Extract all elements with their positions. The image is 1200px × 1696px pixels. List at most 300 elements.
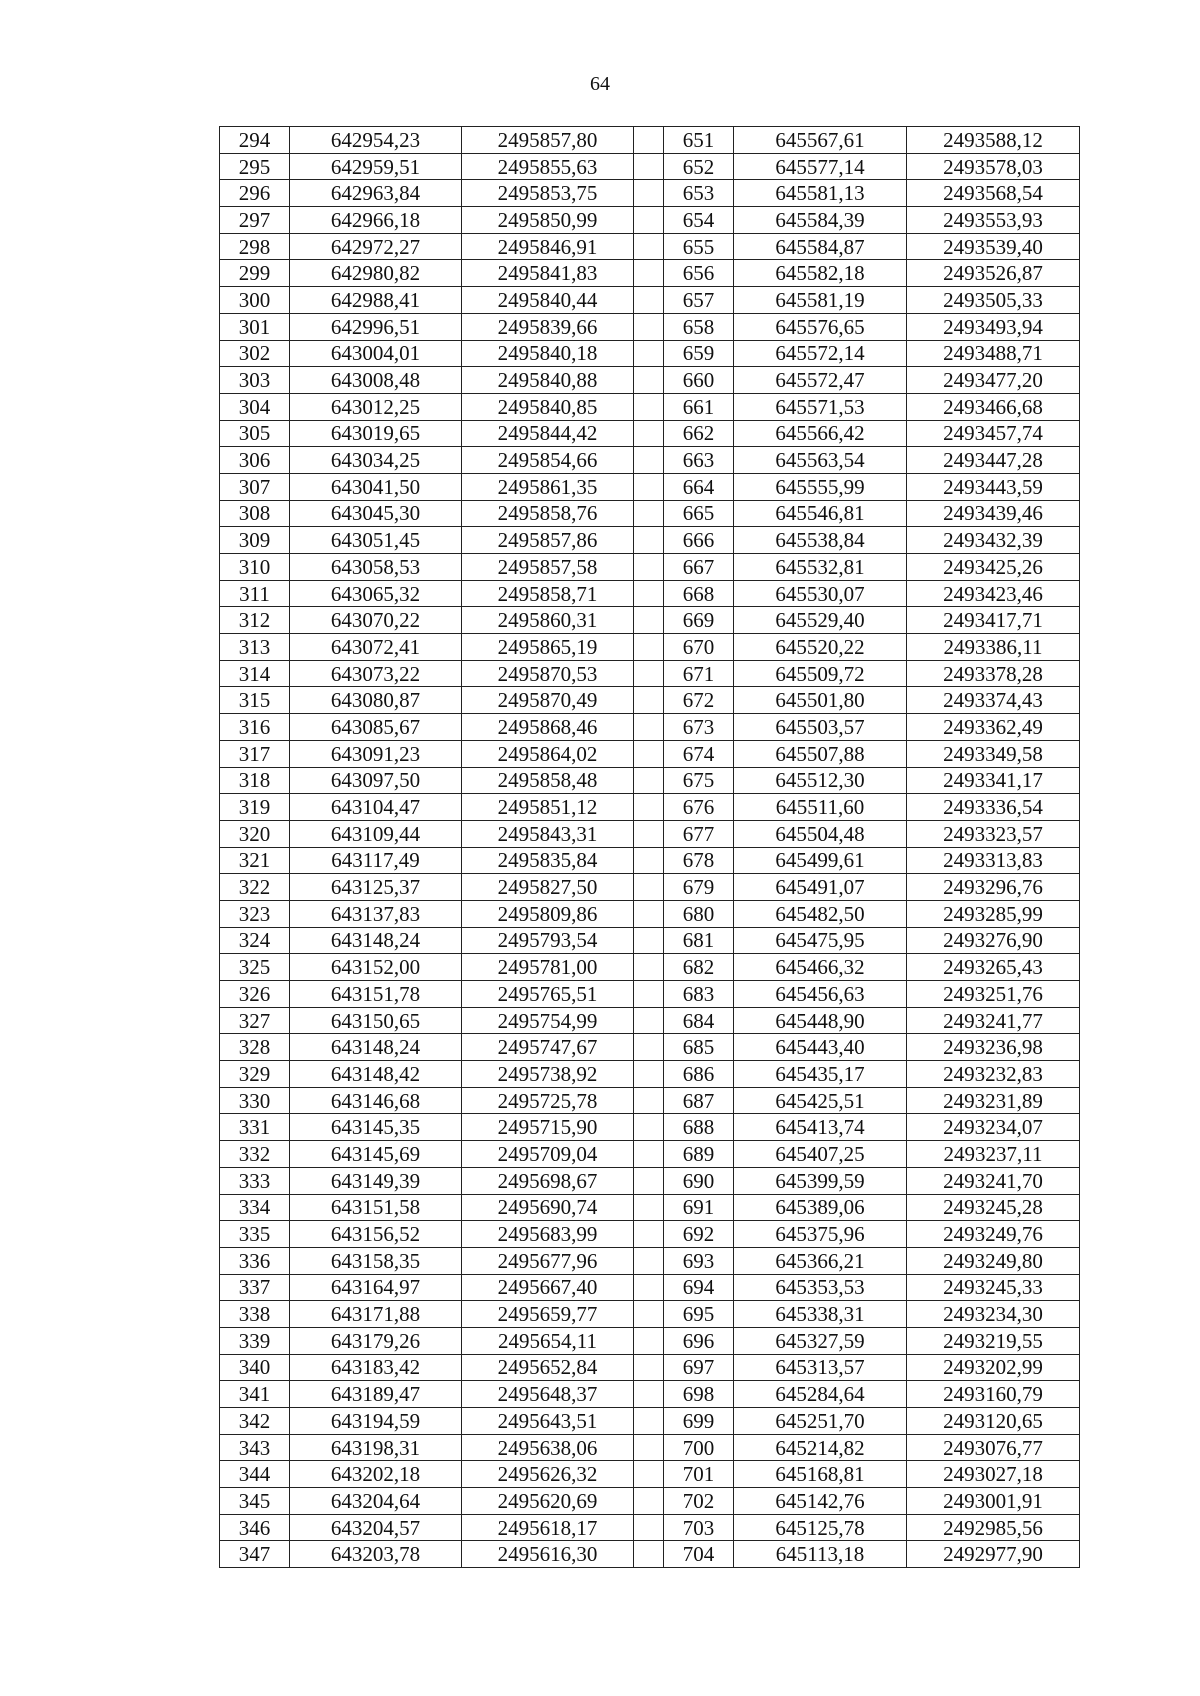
point-number-left: 345 <box>220 1488 290 1515</box>
y-coordinate-left: 2495620,69 <box>462 1488 634 1515</box>
point-number-right: 691 <box>664 1194 734 1221</box>
x-coordinate-right: 645581,13 <box>734 180 907 207</box>
x-coordinate-right: 645475,95 <box>734 927 907 954</box>
x-coordinate-left: 643148,24 <box>290 927 462 954</box>
x-coordinate-right: 645466,32 <box>734 954 907 981</box>
table-row <box>220 313 1080 340</box>
x-coordinate-right: 645538,84 <box>734 527 907 554</box>
y-coordinate-right: 2493526,87 <box>907 260 1080 287</box>
point-number-right: 679 <box>664 874 734 901</box>
y-coordinate-right: 2493336,54 <box>907 794 1080 821</box>
x-coordinate-left: 643137,83 <box>290 900 462 927</box>
x-coordinate-right: 645530,07 <box>734 580 907 607</box>
x-coordinate-right: 645338,31 <box>734 1301 907 1328</box>
y-coordinate-left: 2495857,58 <box>462 554 634 581</box>
y-coordinate-left: 2495781,00 <box>462 954 634 981</box>
x-coordinate-right: 645511,60 <box>734 794 907 821</box>
x-coordinate-left: 643117,49 <box>290 847 462 874</box>
x-coordinate-left: 643073,22 <box>290 660 462 687</box>
y-coordinate-right: 2493568,54 <box>907 180 1080 207</box>
separator-cell <box>634 1087 664 1114</box>
point-number-right: 657 <box>664 287 734 314</box>
y-coordinate-right: 2493443,59 <box>907 473 1080 500</box>
point-number-right: 672 <box>664 687 734 714</box>
x-coordinate-right: 645566,42 <box>734 420 907 447</box>
x-coordinate-right: 645499,61 <box>734 847 907 874</box>
separator-cell <box>634 1194 664 1221</box>
point-number-right: 667 <box>664 554 734 581</box>
table-row <box>220 1194 1080 1221</box>
point-number-left: 295 <box>220 153 290 180</box>
point-number-left: 321 <box>220 847 290 874</box>
x-coordinate-left: 643152,00 <box>290 954 462 981</box>
table-row <box>220 927 1080 954</box>
y-coordinate-right: 2493362,49 <box>907 714 1080 741</box>
y-coordinate-left: 2495858,48 <box>462 767 634 794</box>
x-coordinate-left: 643065,32 <box>290 580 462 607</box>
point-number-right: 677 <box>664 820 734 847</box>
table-row <box>220 207 1080 234</box>
point-number-right: 699 <box>664 1408 734 1435</box>
table-row <box>220 1221 1080 1248</box>
y-coordinate-left: 2495809,86 <box>462 900 634 927</box>
point-number-left: 335 <box>220 1221 290 1248</box>
x-coordinate-left: 643019,65 <box>290 420 462 447</box>
x-coordinate-left: 643158,35 <box>290 1247 462 1274</box>
y-coordinate-right: 2493539,40 <box>907 233 1080 260</box>
point-number-right: 696 <box>664 1327 734 1354</box>
y-coordinate-left: 2495690,74 <box>462 1194 634 1221</box>
x-coordinate-right: 645584,39 <box>734 207 907 234</box>
y-coordinate-right: 2493505,33 <box>907 287 1080 314</box>
y-coordinate-left: 2495855,63 <box>462 153 634 180</box>
y-coordinate-right: 2493251,76 <box>907 981 1080 1008</box>
separator-cell <box>634 1301 664 1328</box>
separator-cell <box>634 927 664 954</box>
x-coordinate-left: 643148,42 <box>290 1061 462 1088</box>
y-coordinate-left: 2495843,31 <box>462 820 634 847</box>
table-row <box>220 393 1080 420</box>
point-number-right: 695 <box>664 1301 734 1328</box>
y-coordinate-left: 2495854,66 <box>462 447 634 474</box>
table-row <box>220 687 1080 714</box>
table-row <box>220 794 1080 821</box>
y-coordinate-right: 2493245,28 <box>907 1194 1080 1221</box>
table-row <box>220 527 1080 554</box>
separator-cell <box>634 1007 664 1034</box>
x-coordinate-left: 643151,58 <box>290 1194 462 1221</box>
table-row <box>220 981 1080 1008</box>
table-row <box>220 1167 1080 1194</box>
y-coordinate-right: 2493120,65 <box>907 1408 1080 1435</box>
y-coordinate-right: 2493249,76 <box>907 1221 1080 1248</box>
y-coordinate-right: 2493447,28 <box>907 447 1080 474</box>
y-coordinate-right: 2492977,90 <box>907 1541 1080 1568</box>
y-coordinate-right: 2493588,12 <box>907 127 1080 154</box>
point-number-left: 323 <box>220 900 290 927</box>
point-number-right: 661 <box>664 393 734 420</box>
point-number-right: 670 <box>664 634 734 661</box>
y-coordinate-left: 2495839,66 <box>462 313 634 340</box>
point-number-right: 686 <box>664 1061 734 1088</box>
y-coordinate-right: 2493417,71 <box>907 607 1080 634</box>
point-number-left: 319 <box>220 794 290 821</box>
x-coordinate-right: 645563,54 <box>734 447 907 474</box>
separator-cell <box>634 1327 664 1354</box>
y-coordinate-right: 2493425,26 <box>907 554 1080 581</box>
separator-cell <box>634 393 664 420</box>
table-row <box>220 1514 1080 1541</box>
table-row <box>220 1327 1080 1354</box>
table-row <box>220 127 1080 154</box>
point-number-left: 343 <box>220 1434 290 1461</box>
point-number-left: 329 <box>220 1061 290 1088</box>
point-number-left: 337 <box>220 1274 290 1301</box>
separator-cell <box>634 1221 664 1248</box>
x-coordinate-left: 643204,57 <box>290 1514 462 1541</box>
point-number-right: 689 <box>664 1141 734 1168</box>
point-number-right: 664 <box>664 473 734 500</box>
x-coordinate-left: 643145,69 <box>290 1141 462 1168</box>
x-coordinate-left: 642996,51 <box>290 313 462 340</box>
separator-cell <box>634 233 664 260</box>
y-coordinate-left: 2495857,86 <box>462 527 634 554</box>
point-number-right: 665 <box>664 500 734 527</box>
separator-cell <box>634 1167 664 1194</box>
x-coordinate-left: 643051,45 <box>290 527 462 554</box>
x-coordinate-left: 643104,47 <box>290 794 462 821</box>
y-coordinate-right: 2493241,70 <box>907 1167 1080 1194</box>
x-coordinate-left: 643202,18 <box>290 1461 462 1488</box>
point-number-right: 651 <box>664 127 734 154</box>
point-number-right: 656 <box>664 260 734 287</box>
x-coordinate-left: 643085,67 <box>290 714 462 741</box>
table-row <box>220 767 1080 794</box>
point-number-right: 701 <box>664 1461 734 1488</box>
x-coordinate-right: 645142,76 <box>734 1488 907 1515</box>
x-coordinate-right: 645520,22 <box>734 634 907 661</box>
x-coordinate-right: 645313,57 <box>734 1354 907 1381</box>
table-row <box>220 1354 1080 1381</box>
y-coordinate-right: 2493578,03 <box>907 153 1080 180</box>
point-number-right: 675 <box>664 767 734 794</box>
x-coordinate-left: 643070,22 <box>290 607 462 634</box>
point-number-left: 326 <box>220 981 290 1008</box>
separator-cell <box>634 180 664 207</box>
y-coordinate-left: 2495709,04 <box>462 1141 634 1168</box>
y-coordinate-left: 2495765,51 <box>462 981 634 1008</box>
separator-cell <box>634 1408 664 1435</box>
y-coordinate-right: 2492985,56 <box>907 1514 1080 1541</box>
point-number-left: 294 <box>220 127 290 154</box>
x-coordinate-left: 643109,44 <box>290 820 462 847</box>
x-coordinate-right: 645576,65 <box>734 313 907 340</box>
table-row <box>220 180 1080 207</box>
point-number-right: 692 <box>664 1221 734 1248</box>
table-row <box>220 634 1080 661</box>
table-row <box>220 367 1080 394</box>
x-coordinate-right: 645443,40 <box>734 1034 907 1061</box>
y-coordinate-right: 2493234,07 <box>907 1114 1080 1141</box>
separator-cell <box>634 527 664 554</box>
table-row <box>220 260 1080 287</box>
point-number-left: 302 <box>220 340 290 367</box>
x-coordinate-left: 643091,23 <box>290 740 462 767</box>
x-coordinate-left: 642959,51 <box>290 153 462 180</box>
x-coordinate-right: 645448,90 <box>734 1007 907 1034</box>
point-number-right: 683 <box>664 981 734 1008</box>
table-row <box>220 1007 1080 1034</box>
page-number: 64 <box>590 73 610 95</box>
point-number-left: 334 <box>220 1194 290 1221</box>
table-row <box>220 1381 1080 1408</box>
x-coordinate-right: 645577,14 <box>734 153 907 180</box>
point-number-right: 676 <box>664 794 734 821</box>
table-row <box>220 340 1080 367</box>
point-number-right: 655 <box>664 233 734 260</box>
x-coordinate-right: 645353,53 <box>734 1274 907 1301</box>
separator-cell <box>634 1034 664 1061</box>
table-row <box>220 1488 1080 1515</box>
separator-cell <box>634 1114 664 1141</box>
x-coordinate-right: 645399,59 <box>734 1167 907 1194</box>
y-coordinate-left: 2495738,92 <box>462 1061 634 1088</box>
separator-cell <box>634 473 664 500</box>
separator-cell <box>634 287 664 314</box>
x-coordinate-left: 643045,30 <box>290 500 462 527</box>
x-coordinate-right: 645555,99 <box>734 473 907 500</box>
table-row <box>220 607 1080 634</box>
point-number-right: 697 <box>664 1354 734 1381</box>
table-row <box>220 1141 1080 1168</box>
separator-cell <box>634 1434 664 1461</box>
y-coordinate-left: 2495868,46 <box>462 714 634 741</box>
table-row <box>220 1434 1080 1461</box>
x-coordinate-left: 643034,25 <box>290 447 462 474</box>
x-coordinate-left: 643156,52 <box>290 1221 462 1248</box>
point-number-right: 652 <box>664 153 734 180</box>
point-number-right: 662 <box>664 420 734 447</box>
point-number-right: 681 <box>664 927 734 954</box>
y-coordinate-left: 2495840,85 <box>462 393 634 420</box>
y-coordinate-left: 2495618,17 <box>462 1514 634 1541</box>
y-coordinate-left: 2495638,06 <box>462 1434 634 1461</box>
point-number-right: 687 <box>664 1087 734 1114</box>
table-row <box>220 420 1080 447</box>
point-number-left: 299 <box>220 260 290 287</box>
y-coordinate-right: 2493493,94 <box>907 313 1080 340</box>
table-row <box>220 1114 1080 1141</box>
point-number-left: 301 <box>220 313 290 340</box>
y-coordinate-right: 2493245,33 <box>907 1274 1080 1301</box>
y-coordinate-left: 2495857,80 <box>462 127 634 154</box>
point-number-left: 297 <box>220 207 290 234</box>
x-coordinate-right: 645572,14 <box>734 340 907 367</box>
y-coordinate-right: 2493386,11 <box>907 634 1080 661</box>
point-number-right: 690 <box>664 1167 734 1194</box>
x-coordinate-right: 645584,87 <box>734 233 907 260</box>
point-number-left: 346 <box>220 1514 290 1541</box>
point-number-right: 702 <box>664 1488 734 1515</box>
separator-cell <box>634 820 664 847</box>
x-coordinate-right: 645582,18 <box>734 260 907 287</box>
separator-cell <box>634 847 664 874</box>
table-row <box>220 580 1080 607</box>
y-coordinate-left: 2495835,84 <box>462 847 634 874</box>
y-coordinate-left: 2495652,84 <box>462 1354 634 1381</box>
y-coordinate-left: 2495853,75 <box>462 180 634 207</box>
table-row <box>220 233 1080 260</box>
y-coordinate-right: 2493276,90 <box>907 927 1080 954</box>
separator-cell <box>634 313 664 340</box>
separator-cell <box>634 687 664 714</box>
y-coordinate-right: 2493027,18 <box>907 1461 1080 1488</box>
y-coordinate-right: 2493457,74 <box>907 420 1080 447</box>
y-coordinate-left: 2495827,50 <box>462 874 634 901</box>
separator-cell <box>634 1354 664 1381</box>
x-coordinate-left: 643012,25 <box>290 393 462 420</box>
point-number-right: 704 <box>664 1541 734 1568</box>
y-coordinate-right: 2493234,30 <box>907 1301 1080 1328</box>
y-coordinate-right: 2493553,93 <box>907 207 1080 234</box>
point-number-right: 666 <box>664 527 734 554</box>
y-coordinate-right: 2493378,28 <box>907 660 1080 687</box>
point-number-left: 324 <box>220 927 290 954</box>
y-coordinate-right: 2493236,98 <box>907 1034 1080 1061</box>
y-coordinate-left: 2495643,51 <box>462 1408 634 1435</box>
x-coordinate-left: 643004,01 <box>290 340 462 367</box>
point-number-left: 322 <box>220 874 290 901</box>
point-number-left: 344 <box>220 1461 290 1488</box>
table-row <box>220 1247 1080 1274</box>
y-coordinate-right: 2493432,39 <box>907 527 1080 554</box>
y-coordinate-left: 2495864,02 <box>462 740 634 767</box>
x-coordinate-left: 642963,84 <box>290 180 462 207</box>
point-number-left: 320 <box>220 820 290 847</box>
separator-cell <box>634 554 664 581</box>
x-coordinate-right: 645482,50 <box>734 900 907 927</box>
y-coordinate-left: 2495860,31 <box>462 607 634 634</box>
point-number-left: 312 <box>220 607 290 634</box>
y-coordinate-left: 2495851,12 <box>462 794 634 821</box>
point-number-right: 674 <box>664 740 734 767</box>
separator-cell <box>634 1061 664 1088</box>
table-row <box>220 847 1080 874</box>
table-row <box>220 660 1080 687</box>
point-number-right: 658 <box>664 313 734 340</box>
point-number-right: 654 <box>664 207 734 234</box>
point-number-left: 304 <box>220 393 290 420</box>
y-coordinate-right: 2493285,99 <box>907 900 1080 927</box>
y-coordinate-left: 2495844,42 <box>462 420 634 447</box>
y-coordinate-right: 2493076,77 <box>907 1434 1080 1461</box>
y-coordinate-right: 2493488,71 <box>907 340 1080 367</box>
x-coordinate-left: 643146,68 <box>290 1087 462 1114</box>
y-coordinate-right: 2493001,91 <box>907 1488 1080 1515</box>
point-number-right: 680 <box>664 900 734 927</box>
separator-cell <box>634 634 664 661</box>
separator-cell <box>634 767 664 794</box>
x-coordinate-left: 643203,78 <box>290 1541 462 1568</box>
point-number-right: 660 <box>664 367 734 394</box>
x-coordinate-right: 645413,74 <box>734 1114 907 1141</box>
point-number-left: 315 <box>220 687 290 714</box>
point-number-right: 678 <box>664 847 734 874</box>
y-coordinate-right: 2493237,11 <box>907 1141 1080 1168</box>
y-coordinate-left: 2495667,40 <box>462 1274 634 1301</box>
y-coordinate-right: 2493241,77 <box>907 1007 1080 1034</box>
table-row <box>220 447 1080 474</box>
point-number-right: 685 <box>664 1034 734 1061</box>
table-row <box>220 900 1080 927</box>
x-coordinate-right: 645366,21 <box>734 1247 907 1274</box>
separator-cell <box>634 207 664 234</box>
x-coordinate-left: 643204,64 <box>290 1488 462 1515</box>
point-number-left: 325 <box>220 954 290 981</box>
x-coordinate-right: 645425,51 <box>734 1087 907 1114</box>
point-number-left: 313 <box>220 634 290 661</box>
x-coordinate-right: 645168,81 <box>734 1461 907 1488</box>
x-coordinate-right: 645546,81 <box>734 500 907 527</box>
separator-cell <box>634 874 664 901</box>
coordinates-table <box>219 126 1080 1568</box>
y-coordinate-left: 2495858,76 <box>462 500 634 527</box>
y-coordinate-left: 2495754,99 <box>462 1007 634 1034</box>
x-coordinate-right: 645572,47 <box>734 367 907 394</box>
separator-cell <box>634 660 664 687</box>
coordinates-table-body <box>220 127 1080 1568</box>
table-row <box>220 1087 1080 1114</box>
y-coordinate-left: 2495626,32 <box>462 1461 634 1488</box>
y-coordinate-right: 2493423,46 <box>907 580 1080 607</box>
separator-cell <box>634 900 664 927</box>
y-coordinate-left: 2495865,19 <box>462 634 634 661</box>
x-coordinate-left: 642972,27 <box>290 233 462 260</box>
separator-cell <box>634 740 664 767</box>
separator-cell <box>634 1141 664 1168</box>
table-row <box>220 473 1080 500</box>
y-coordinate-right: 2493219,55 <box>907 1327 1080 1354</box>
x-coordinate-right: 645456,63 <box>734 981 907 1008</box>
separator-cell <box>634 260 664 287</box>
y-coordinate-left: 2495747,67 <box>462 1034 634 1061</box>
separator-cell <box>634 794 664 821</box>
separator-cell <box>634 1461 664 1488</box>
separator-cell <box>634 340 664 367</box>
point-number-right: 700 <box>664 1434 734 1461</box>
x-coordinate-left: 643008,48 <box>290 367 462 394</box>
y-coordinate-right: 2493265,43 <box>907 954 1080 981</box>
x-coordinate-left: 643189,47 <box>290 1381 462 1408</box>
point-number-left: 310 <box>220 554 290 581</box>
point-number-right: 653 <box>664 180 734 207</box>
y-coordinate-right: 2493296,76 <box>907 874 1080 901</box>
separator-cell <box>634 580 664 607</box>
separator-cell <box>634 127 664 154</box>
table-row <box>220 287 1080 314</box>
x-coordinate-left: 643183,42 <box>290 1354 462 1381</box>
point-number-left: 314 <box>220 660 290 687</box>
x-coordinate-left: 643148,24 <box>290 1034 462 1061</box>
x-coordinate-left: 643198,31 <box>290 1434 462 1461</box>
separator-cell <box>634 607 664 634</box>
point-number-left: 298 <box>220 233 290 260</box>
point-number-left: 316 <box>220 714 290 741</box>
y-coordinate-left: 2495659,77 <box>462 1301 634 1328</box>
y-coordinate-left: 2495793,54 <box>462 927 634 954</box>
point-number-right: 703 <box>664 1514 734 1541</box>
point-number-left: 338 <box>220 1301 290 1328</box>
